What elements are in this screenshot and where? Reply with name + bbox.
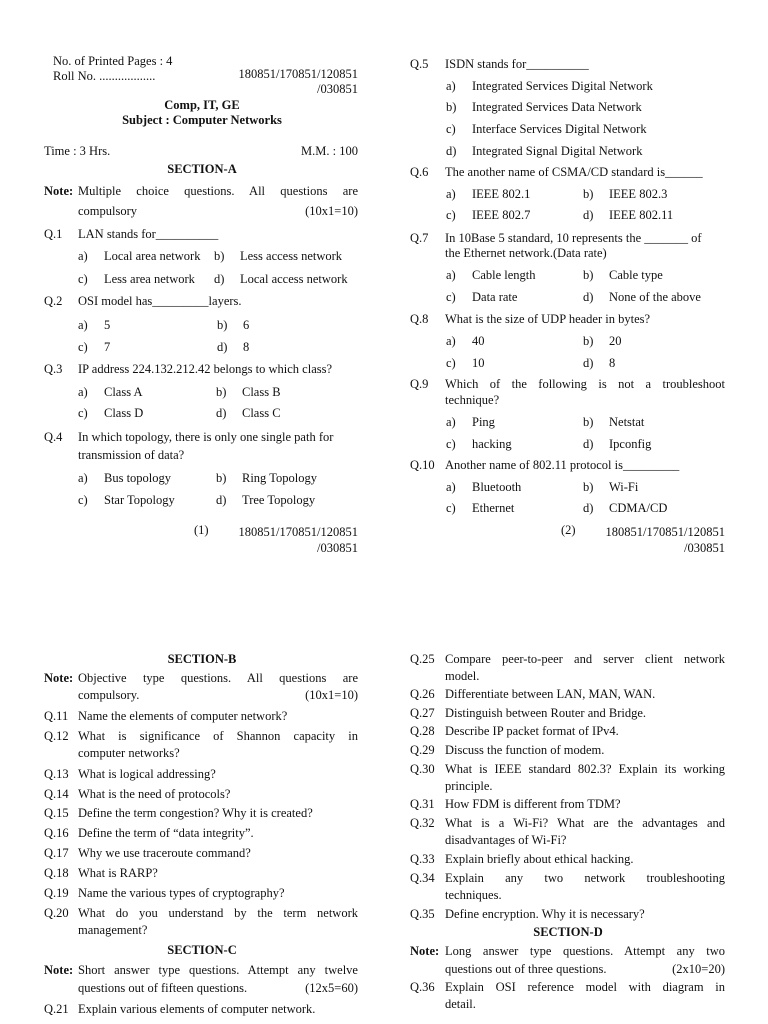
question-number: Q.30 (410, 762, 435, 776)
question-text: Name the elements of computer network? (78, 709, 288, 723)
option-label: d) (583, 208, 594, 222)
option-label: c) (446, 501, 456, 515)
question-number: Q.32 (410, 816, 435, 830)
note-label: Note: (44, 671, 74, 685)
question-number: Q.26 (410, 687, 435, 701)
option-text: 8 (243, 340, 250, 354)
option-text: hacking (472, 437, 512, 451)
option-text: Cable type (609, 268, 663, 282)
roll-no: Roll No. .................. (53, 69, 156, 83)
question-number: Q.3 (44, 362, 63, 376)
option-text: 7 (104, 340, 111, 354)
option-label: a) (78, 385, 88, 399)
question-text: ISDN stands for__________ (445, 57, 589, 71)
option-text: Ethernet (472, 501, 515, 515)
option-label: a) (446, 79, 456, 93)
section-c-note: Short answer type questions. Attempt any twelve (78, 963, 358, 977)
option-text: None of the above (609, 290, 701, 304)
option-text: Class A (104, 385, 143, 399)
question-text: LAN stands for__________ (78, 227, 219, 241)
option-text: Netstat (609, 415, 645, 429)
option-text: IEEE 802.1 (472, 187, 531, 201)
option-label: d) (217, 340, 228, 354)
option-text: Interface Services Digital Network (472, 122, 647, 136)
option-label: c) (446, 356, 456, 370)
option-label: b) (583, 415, 594, 429)
option-text: Tree Topology (242, 493, 316, 507)
question-text: What is the need of protocols? (78, 787, 231, 801)
option-label: c) (446, 290, 456, 304)
question-text: Define the term congestion? Why it is created? (78, 806, 313, 820)
question-text: Explain briefly about ethical hacking. (445, 852, 634, 866)
question-text: Define encryption. Why it is necessary? (445, 907, 645, 921)
option-text: Less access network (240, 249, 343, 263)
subject-title: Subject : Computer Networks (122, 113, 282, 127)
option-text: 6 (243, 318, 250, 332)
question-text: What do you understand by the term network (78, 906, 358, 920)
option-label: a) (446, 415, 456, 429)
option-text: CDMA/CD (609, 501, 668, 515)
question-number: Q.19 (44, 886, 69, 900)
note-label: Note: (44, 184, 74, 198)
option-text: Bus topology (104, 471, 172, 485)
question-number: Q.2 (44, 294, 63, 308)
section-b-note-cont: compulsory. (78, 688, 140, 702)
question-text: Name the various types of cryptography? (78, 886, 285, 900)
question-number: Q.16 (44, 826, 69, 840)
question-text: What is a Wi-Fi? What are the advantages and (445, 816, 725, 830)
question-number: Q.29 (410, 743, 435, 757)
option-text: Ring Topology (242, 471, 317, 485)
option-label: d) (216, 406, 227, 420)
question-text-cont: techniques. (445, 888, 502, 902)
question-number: Q.8 (410, 312, 429, 326)
question-number: Q.12 (44, 729, 69, 743)
option-label: d) (446, 144, 457, 158)
question-number: Q.6 (410, 165, 429, 179)
section-b-title: SECTION-B (167, 652, 237, 666)
section-d-note: Long answer type questions. Attempt any two (445, 944, 725, 958)
question-number: Q.1 (44, 227, 63, 241)
question-text-cont: management? (78, 923, 148, 937)
option-label: d) (583, 437, 594, 451)
question-text: IP address 224.132.212.42 belongs to which class? (78, 362, 333, 376)
footer-code: 180851/170851/120851 (605, 525, 725, 539)
question-text: In which topology, there is only one single path for (78, 430, 334, 444)
option-label: c) (78, 493, 88, 507)
option-text: Cable length (472, 268, 536, 282)
option-text: 10 (472, 356, 485, 370)
section-a-note-cont: compulsory (78, 204, 138, 218)
question-number: Q.21 (44, 1002, 69, 1016)
question-number: Q.13 (44, 767, 69, 781)
option-text: Star Topology (104, 493, 175, 507)
section-c-note-cont: questions out of fifteen questions. (78, 981, 248, 995)
note-label: Note: (44, 963, 74, 977)
option-text: Wi-Fi (609, 480, 639, 494)
page-number: (2) (561, 523, 576, 537)
section-d-title: SECTION-D (533, 925, 603, 939)
section-a-marks: (10x1=10) (305, 204, 358, 218)
question-number: Q.34 (410, 871, 435, 885)
option-text: IEEE 802.11 (609, 208, 674, 222)
option-text: Ping (472, 415, 495, 429)
option-text: Class C (242, 406, 281, 420)
option-label: b) (446, 100, 457, 114)
question-number: Q.10 (410, 458, 435, 472)
question-text: What is RARP? (78, 866, 158, 880)
option-label: c) (78, 340, 88, 354)
question-text-cont: technique? (445, 393, 500, 407)
question-text-cont: detail. (445, 997, 476, 1011)
question-text-cont: transmission of data? (78, 448, 185, 462)
question-text-cont: disadvantages of Wi-Fi? (445, 833, 567, 847)
option-text: Local area network (104, 249, 201, 263)
option-label: b) (216, 385, 227, 399)
question-number: Q.9 (410, 377, 429, 391)
time-allowed: Time : 3 Hrs. (44, 144, 111, 158)
option-label: c) (446, 122, 456, 136)
option-text: Class D (104, 406, 144, 420)
option-text: Integrated Services Digital Network (472, 79, 653, 93)
question-number: Q.11 (44, 709, 69, 723)
question-number: Q.35 (410, 907, 435, 921)
question-number: Q.31 (410, 797, 435, 811)
question-text-cont: computer networks? (78, 746, 180, 760)
option-label: c) (78, 406, 88, 420)
question-text: The another name of CSMA/CD standard is______ (445, 165, 703, 179)
question-number: Q.18 (44, 866, 69, 880)
option-text: Integrated Signal Digital Network (472, 144, 643, 158)
branches: Comp, IT, GE (164, 98, 240, 112)
option-label: c) (78, 272, 88, 286)
section-d-note-cont: questions out of three questions. (445, 962, 607, 976)
question-text: OSI model has_________layers. (78, 294, 242, 308)
question-text: Explain OSI reference model with diagram in (445, 980, 725, 994)
section-d-marks: (2x10=20) (672, 962, 725, 976)
option-text: IEEE 802.3 (609, 187, 668, 201)
note-label: Note: (410, 944, 440, 958)
question-text-cont: the Ethernet network.(Data rate) (445, 246, 607, 260)
printed-pages: No. of Printed Pages : 4 (53, 54, 173, 68)
question-number: Q.28 (410, 724, 435, 738)
question-number: Q.15 (44, 806, 69, 820)
question-text: Define the term of “data integrity”. (78, 826, 254, 840)
question-number: Q.4 (44, 430, 63, 444)
option-label: b) (583, 187, 594, 201)
option-label: d) (216, 493, 227, 507)
question-number: Q.36 (410, 980, 435, 994)
question-text: What is the size of UDP header in bytes? (445, 312, 651, 326)
question-text: How FDM is different from TDM? (445, 797, 621, 811)
question-text: Explain various elements of computer network. (78, 1002, 316, 1016)
question-number: Q.17 (44, 846, 69, 860)
option-label: d) (214, 272, 225, 286)
section-b-marks: (10x1=10) (305, 688, 358, 702)
option-text: Class B (242, 385, 281, 399)
question-number: Q.25 (410, 652, 435, 666)
option-text: 8 (609, 356, 616, 370)
section-b-note: Objective type questions. All questions are (78, 671, 358, 685)
option-label: c) (446, 437, 456, 451)
section-a-note: Multiple choice questions. All questions are (78, 184, 358, 198)
section-a-title: SECTION-A (167, 162, 237, 176)
question-text: Another name of 802.11 protocol is_________ (445, 458, 680, 472)
question-text: Why we use traceroute command? (78, 846, 251, 860)
footer-code-suffix: /030851 (317, 541, 358, 555)
question-text: In 10Base 5 standard, 10 represents the _______ of (445, 231, 702, 245)
page-number: (1) (194, 523, 209, 537)
option-text: 5 (104, 318, 111, 332)
option-label: b) (583, 268, 594, 282)
question-text-cont: principle. (445, 779, 493, 793)
question-text: What is IEEE standard 802.3? Explain its working (445, 762, 725, 776)
option-label: d) (583, 501, 594, 515)
option-text: Less area network (104, 272, 195, 286)
option-text: IEEE 802.7 (472, 208, 531, 222)
option-text: Data rate (472, 290, 518, 304)
option-label: d) (583, 290, 594, 304)
section-c-title: SECTION-C (167, 943, 237, 957)
max-marks: M.M. : 100 (301, 144, 358, 158)
option-label: a) (78, 471, 88, 485)
question-number: Q.33 (410, 852, 435, 866)
footer-code-suffix: /030851 (684, 541, 725, 555)
option-label: a) (446, 334, 456, 348)
section-c-marks: (12x5=60) (305, 981, 358, 995)
question-text-cont: model. (445, 669, 480, 683)
option-text: 20 (609, 334, 622, 348)
option-text: Bluetooth (472, 480, 522, 494)
question-number: Q.20 (44, 906, 69, 920)
question-text: Discuss the function of modem. (445, 743, 605, 757)
paper-code-suffix: /030851 (317, 82, 358, 96)
question-text: What is logical addressing? (78, 767, 216, 781)
option-text: Ipconfig (609, 437, 652, 451)
question-text: What is significance of Shannon capacity in (78, 729, 358, 743)
option-label: b) (216, 471, 227, 485)
question-text: Which of the following is not a troubleshoot (445, 377, 725, 391)
question-text: Differentiate between LAN, MAN, WAN. (445, 687, 656, 701)
option-label: b) (214, 249, 225, 263)
option-label: b) (217, 318, 228, 332)
option-label: c) (446, 208, 456, 222)
question-number: Q.14 (44, 787, 69, 801)
paper-code: 180851/170851/120851 (238, 67, 358, 81)
option-label: a) (446, 187, 456, 201)
option-text: 40 (472, 334, 485, 348)
question-number: Q.5 (410, 57, 429, 71)
option-text: Integrated Services Data Network (472, 100, 642, 114)
option-label: a) (78, 318, 88, 332)
option-label: d) (583, 356, 594, 370)
question-text: Describe IP packet format of IPv4. (445, 724, 619, 738)
option-label: a) (446, 268, 456, 282)
footer-code: 180851/170851/120851 (238, 525, 358, 539)
option-label: a) (446, 480, 456, 494)
question-text: Compare peer-to-peer and server client network (445, 652, 725, 666)
option-label: b) (583, 334, 594, 348)
question-number: Q.27 (410, 706, 435, 720)
option-label: a) (78, 249, 88, 263)
option-label: b) (583, 480, 594, 494)
question-number: Q.7 (410, 231, 429, 245)
option-text: Local access network (240, 272, 348, 286)
question-text: Distinguish between Router and Bridge. (445, 706, 647, 720)
question-text: Explain any two network troubleshooting (445, 871, 725, 885)
